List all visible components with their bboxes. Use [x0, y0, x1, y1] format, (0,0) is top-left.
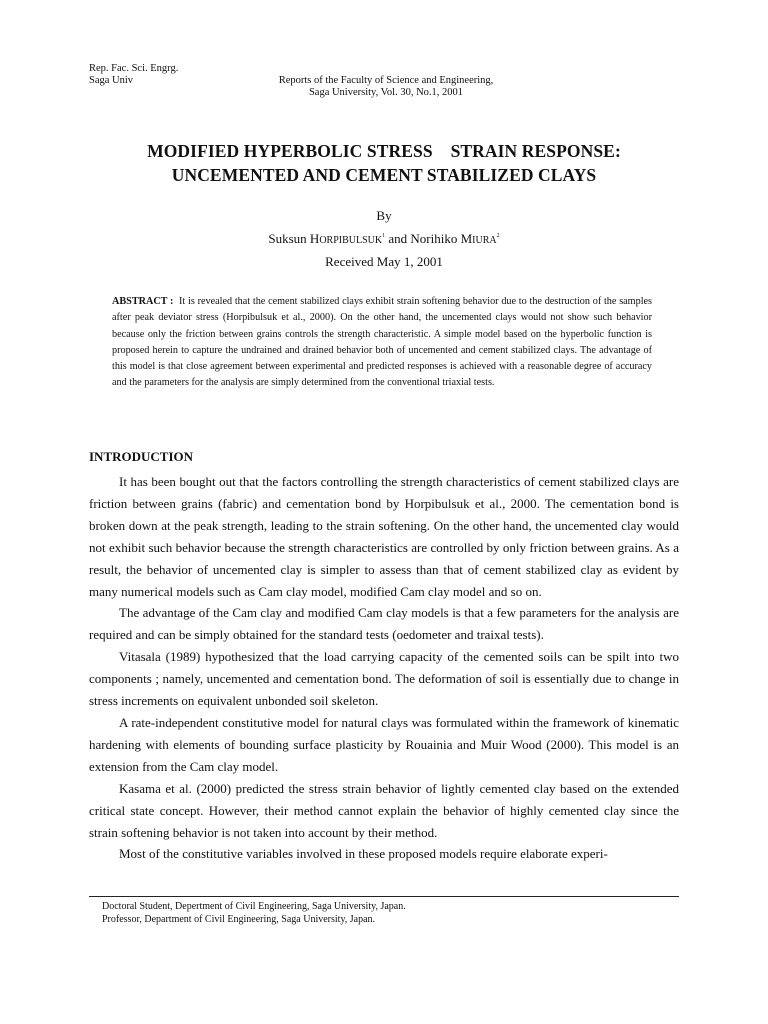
author2-surname: IURA [472, 235, 497, 246]
authors [80, 226, 688, 251]
footnote-1: Doctoral Student, Depertment of Civil Engineering, Saga University, Japan. [102, 901, 406, 912]
journal-abbrev-line2: Saga Univ [89, 75, 134, 86]
journal-abbrev-line1: Rep. Fac. Sci. Engrg. [89, 63, 179, 74]
journal-abbreviation [89, 63, 178, 87]
journal-citation [236, 75, 536, 99]
footnotes [102, 900, 406, 926]
abstract [112, 294, 652, 392]
abstract-label: ABSTRACT : [112, 296, 174, 307]
journal-citation-line1: Reports of the Faculty of Science and Engineering, [278, 75, 494, 86]
introduction-body [89, 471, 679, 865]
author1-first: Suksun H [268, 231, 320, 246]
paragraph: Most of the constitutive variables involved in these proposed models require elaborate experi- [119, 846, 608, 862]
paragraph: Kasama et al. (2000) predicted the stress strain behavior of lightly cemented clay based on the extended critical state concept. However, their method cannot explain the behavior of highly cemented clay since the strain softening behavior is not taken into account by their method. [89, 780, 679, 840]
introduction-heading: INTRODUCTION [89, 449, 194, 464]
paragraph: Vitasala (1989) hypothesized that the load carrying capacity of the cemented soils can be spilt into two components ; namely, uncemented and cementation bond. The deformation of soil is essentially due to change in stress increments on equivalent unbonded soil skeleton. [89, 649, 679, 709]
author2-first: and Norihiko M [385, 231, 473, 246]
author1-footnote-mark: 1 [382, 233, 386, 239]
paper-title [80, 139, 688, 187]
author2-footnote-mark: 2 [496, 233, 500, 239]
paper-title-line1: MODIFIED HYPERBOLIC STRESS STRAIN RESPONSE: [147, 141, 621, 161]
received-date: Received May 1, 2001 [325, 254, 443, 269]
footnote-2: Professor, Department of Civil Engineering, Saga University, Japan. [102, 914, 376, 925]
paper-title-line2: UNCEMENTED AND CEMENT STABILIZED CLAYS [171, 165, 597, 185]
paragraph: A rate-independent constitutive model for natural clays was formulated within the framework of kinematic hardening with elements of bounding surface plasticity by Rouainia and Muir Wood (2000). This model is an extension from the Cam clay model. [89, 714, 679, 774]
abstract-text: It is revealed that the cement stabilized clays exhibit strain softening behavior due to the destruction of the samples after peak deviator stress (Horpibulsuk et al., 2000). On the other hand, the uncemented clays would not show such behavior because only the friction between grains controls the strength characteristic. A simple model based on the hyperbolic function is proposed herein to capture the undrained and drained behavior both of uncemented and cement stabilized clays. The advantage of this model is that close agreement between experimental and predicted responses is achieved with a reasonable degree of accuracy and the parameters for the analysis are simply determined from the conventional triaxial tests. [112, 296, 653, 389]
footnote-divider [89, 896, 679, 897]
by-label: By [376, 208, 392, 223]
paragraph: The advantage of the Cam clay and modified Cam clay models is that a few parameters for the analysis are required and can be simply obtained for the standard tests (oedometer and traixal tests). [89, 605, 679, 643]
byline [80, 205, 688, 272]
author1-surname: ORPIBULSUK [319, 235, 383, 246]
paragraph: It has been bought out that the factors controlling the strength characteristics of cement stabilized clays are friction between grains (fabric) and cementation bond by Horpibulsuk et al., 2000. The cementation bond is broken down at the peak strength, leading to the strain softening. On the other hand, the uncemented clay would not exhibit such behavior because the strength characteristics are controlled by only friction between grains. As a result, the behavior of uncemented clay is simpler to assess than that of cement stabilized clay as evident by many numerical models such as Cam clay model, modified Cam clay model and so on. [89, 474, 679, 599]
journal-citation-line2: Saga University, Vol. 30, No.1, 2001 [308, 87, 464, 98]
